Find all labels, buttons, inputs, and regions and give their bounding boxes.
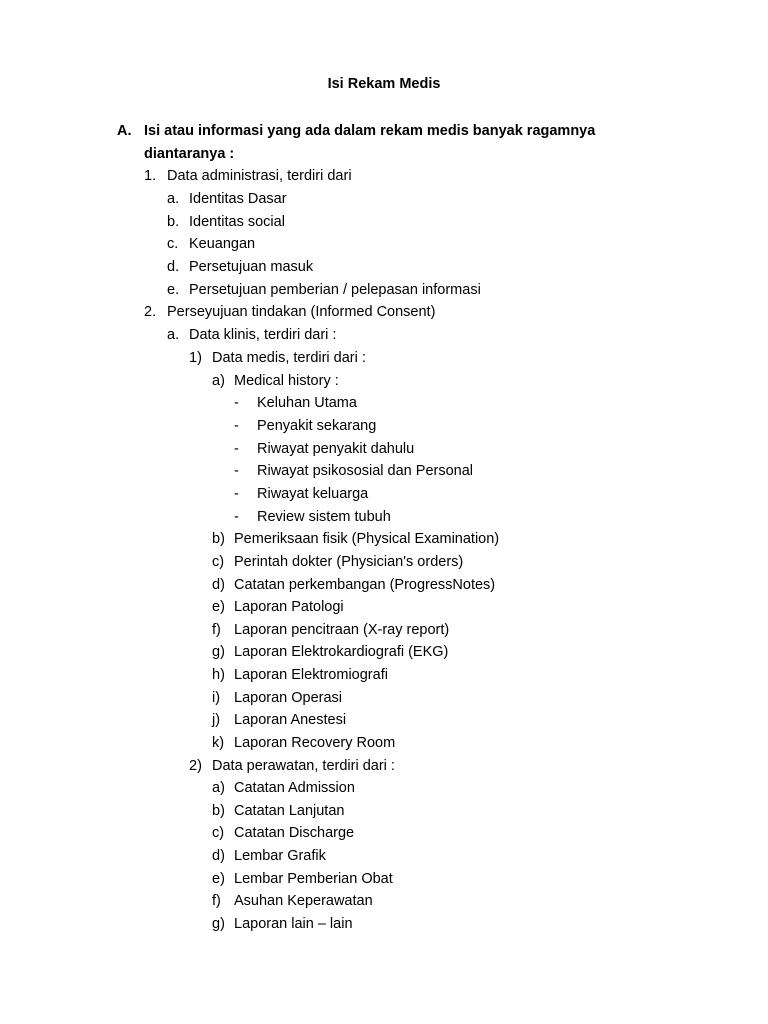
nursing-item-label: Laporan lain – lain	[234, 916, 353, 932]
medical-item-label: Catatan perkembangan (ProgressNotes)	[234, 577, 496, 593]
medical-item-label: Laporan pencitraan (X-ray report)	[234, 622, 450, 638]
admin-subitem-marker: e.	[167, 282, 180, 298]
medical-item-marker: g)	[212, 644, 225, 660]
history-dash-marker: -	[234, 463, 239, 479]
item-1-marker: 1.	[144, 168, 157, 184]
nursing-item-label: Lembar Grafik	[234, 848, 326, 864]
nursing-item-label: Lembar Pemberian Obat	[234, 871, 393, 887]
medical-item-label: Laporan Operasi	[234, 690, 343, 706]
medical-history-marker: a)	[212, 373, 225, 389]
nursing-item-marker: c)	[212, 825, 225, 841]
history-dash-marker: -	[234, 441, 239, 457]
nursing-item-label: Catatan Lanjutan	[234, 803, 345, 819]
history-item-label: Riwayat keluarga	[257, 486, 369, 502]
history-item-label: Penyakit sekarang	[257, 418, 377, 434]
medical-item-label: Laporan Elektromiografi	[234, 667, 388, 683]
medical-history-label: Medical history :	[234, 373, 339, 389]
history-dash-marker: -	[234, 486, 239, 502]
medical-item-marker: h)	[212, 667, 225, 683]
history-item-label: Riwayat penyakit dahulu	[257, 441, 415, 457]
medical-item-label: Pemeriksaan fisik (Physical Examination)	[234, 531, 500, 547]
admin-subitem-marker: b.	[167, 214, 180, 230]
nursing-item-marker: a)	[212, 780, 225, 796]
nursing-item-label: Catatan Admission	[234, 780, 355, 796]
section-a-marker: A.	[117, 123, 132, 139]
medical-item-marker: f)	[212, 622, 221, 638]
medical-item-marker: e)	[212, 599, 225, 615]
item-2-label: Perseyujuan tindakan (Informed Consent)	[167, 304, 436, 320]
nursing-data-marker: 2)	[189, 758, 202, 774]
admin-subitem-label: Keuangan	[189, 236, 256, 252]
nursing-item-marker: f)	[212, 893, 221, 909]
medical-item-label: Laporan Patologi	[234, 599, 344, 615]
admin-subitem-label: Persetujuan masuk	[189, 259, 314, 275]
medical-item-marker: k)	[212, 735, 225, 751]
admin-subitem-label: Identitas social	[189, 214, 285, 230]
medical-item-marker: j)	[212, 712, 221, 728]
medical-item-label: Laporan Anestesi	[234, 712, 347, 728]
nursing-item-marker: b)	[212, 803, 225, 819]
nursing-item-marker: e)	[212, 871, 225, 887]
nursing-item-marker: g)	[212, 916, 225, 932]
medical-item-label: Perintah dokter (Physician's orders)	[234, 554, 464, 570]
history-item-label: Keluhan Utama	[257, 395, 357, 411]
medical-item-marker: b)	[212, 531, 225, 547]
admin-subitem-marker: d.	[167, 259, 180, 275]
history-dash-marker: -	[234, 509, 239, 525]
admin-subitem-marker: a.	[167, 191, 180, 207]
admin-subitem-marker: c.	[167, 236, 179, 252]
section-a-line-1: Isi atau informasi yang ada dalam rekam medis banyak ragamnya	[144, 123, 596, 139]
clinical-data-label: Data klinis, terdiri dari :	[189, 327, 337, 343]
item-2-marker: 2.	[144, 304, 157, 320]
medical-item-label: Laporan Elektrokardiografi (EKG)	[234, 644, 449, 660]
medical-data-label: Data medis, terdiri dari :	[212, 350, 366, 366]
admin-subitem-label: Persetujuan pemberian / pelepasan informasi	[189, 282, 481, 298]
medical-data-marker: 1)	[189, 350, 202, 366]
nursing-item-marker: d)	[212, 848, 225, 864]
page-title: Isi Rekam Medis	[327, 76, 441, 92]
history-item-label: Review sistem tubuh	[257, 509, 391, 525]
medical-item-marker: d)	[212, 577, 225, 593]
admin-subitem-label: Identitas Dasar	[189, 191, 287, 207]
section-a-line-2: diantaranya :	[144, 146, 235, 162]
history-dash-marker: -	[234, 418, 239, 434]
medical-item-marker: i)	[212, 690, 221, 706]
medical-item-label: Laporan Recovery Room	[234, 735, 396, 751]
history-item-label: Riwayat psikososial dan Personal	[257, 463, 473, 479]
item-1-label: Data administrasi, terdiri dari	[167, 168, 352, 184]
nursing-item-label: Catatan Discharge	[234, 825, 355, 841]
nursing-data-label: Data perawatan, terdiri dari :	[212, 758, 395, 774]
nursing-item-label: Asuhan Keperawatan	[234, 893, 373, 909]
medical-item-marker: c)	[212, 554, 225, 570]
clinical-data-marker: a.	[167, 327, 180, 343]
history-dash-marker: -	[234, 395, 239, 411]
